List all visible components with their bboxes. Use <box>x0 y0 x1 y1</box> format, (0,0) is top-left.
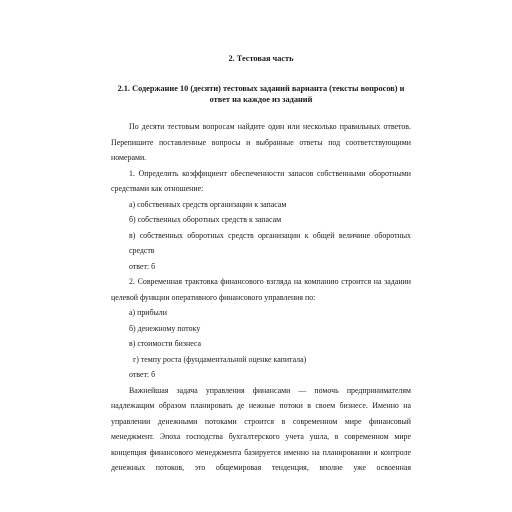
question-2-option-b: б) денежному потоку <box>129 323 201 333</box>
question-2-option-a: а) прибыли <box>129 308 167 317</box>
subsection-title: 2.1. Содержание 10 (десяти) тестовых заданий варианта (тексты вопросов) и ответ на каждое из заданий <box>117 84 405 104</box>
intro-paragraph: По десяти тестовым вопросам найдите один или несколько правильных ответов. Перепишите поставленные вопросы и выбранные ответы под соответствующими номерами. <box>111 122 411 162</box>
question-1-option-b: б) собственных оборотных средств к запасам <box>129 215 282 224</box>
question-2-answer: ответ: б <box>129 370 156 379</box>
question-1-option-c: в) собственных оборотных средств организации к общей величине оборотных средств <box>129 230 411 255</box>
question-2-option-d: г) темпу роста (фундаментальной оценке капитала) <box>133 354 307 364</box>
question-1-option-a: а) собственных средств организации к запасам <box>129 199 287 209</box>
section-title: 2. Тестовая часть <box>228 54 294 63</box>
question-1: 1. Определить коэффициент обеспеченности запасов собственными оборотными средствами как отношение: <box>111 168 411 193</box>
document-content <box>111 53 411 476</box>
question-2: 2. Современная трактовка финансового взгляда на компанию строится на задании целевой функции оперативного финансового управления по: <box>111 277 411 302</box>
question-2-option-c: в) стоимости бизнеса <box>129 339 201 348</box>
question-1-answer: ответ: б <box>129 261 156 271</box>
body-paragraph: Важнейшая задача управления финансами — помочь предпринимателям надлежащим образом планировать де нежные потоки в своем бизнесе. Именно на управлении денежными потоками строится в современном мире финансовый менеджмент. Эпоха господства бухгалтерского учета ушла, в современном мире концепция финансового менеджмента базируется именно на планировании и контроле денежных потоков, это общемировая тенденция, вполне уже освоенная <box>111 385 411 472</box>
